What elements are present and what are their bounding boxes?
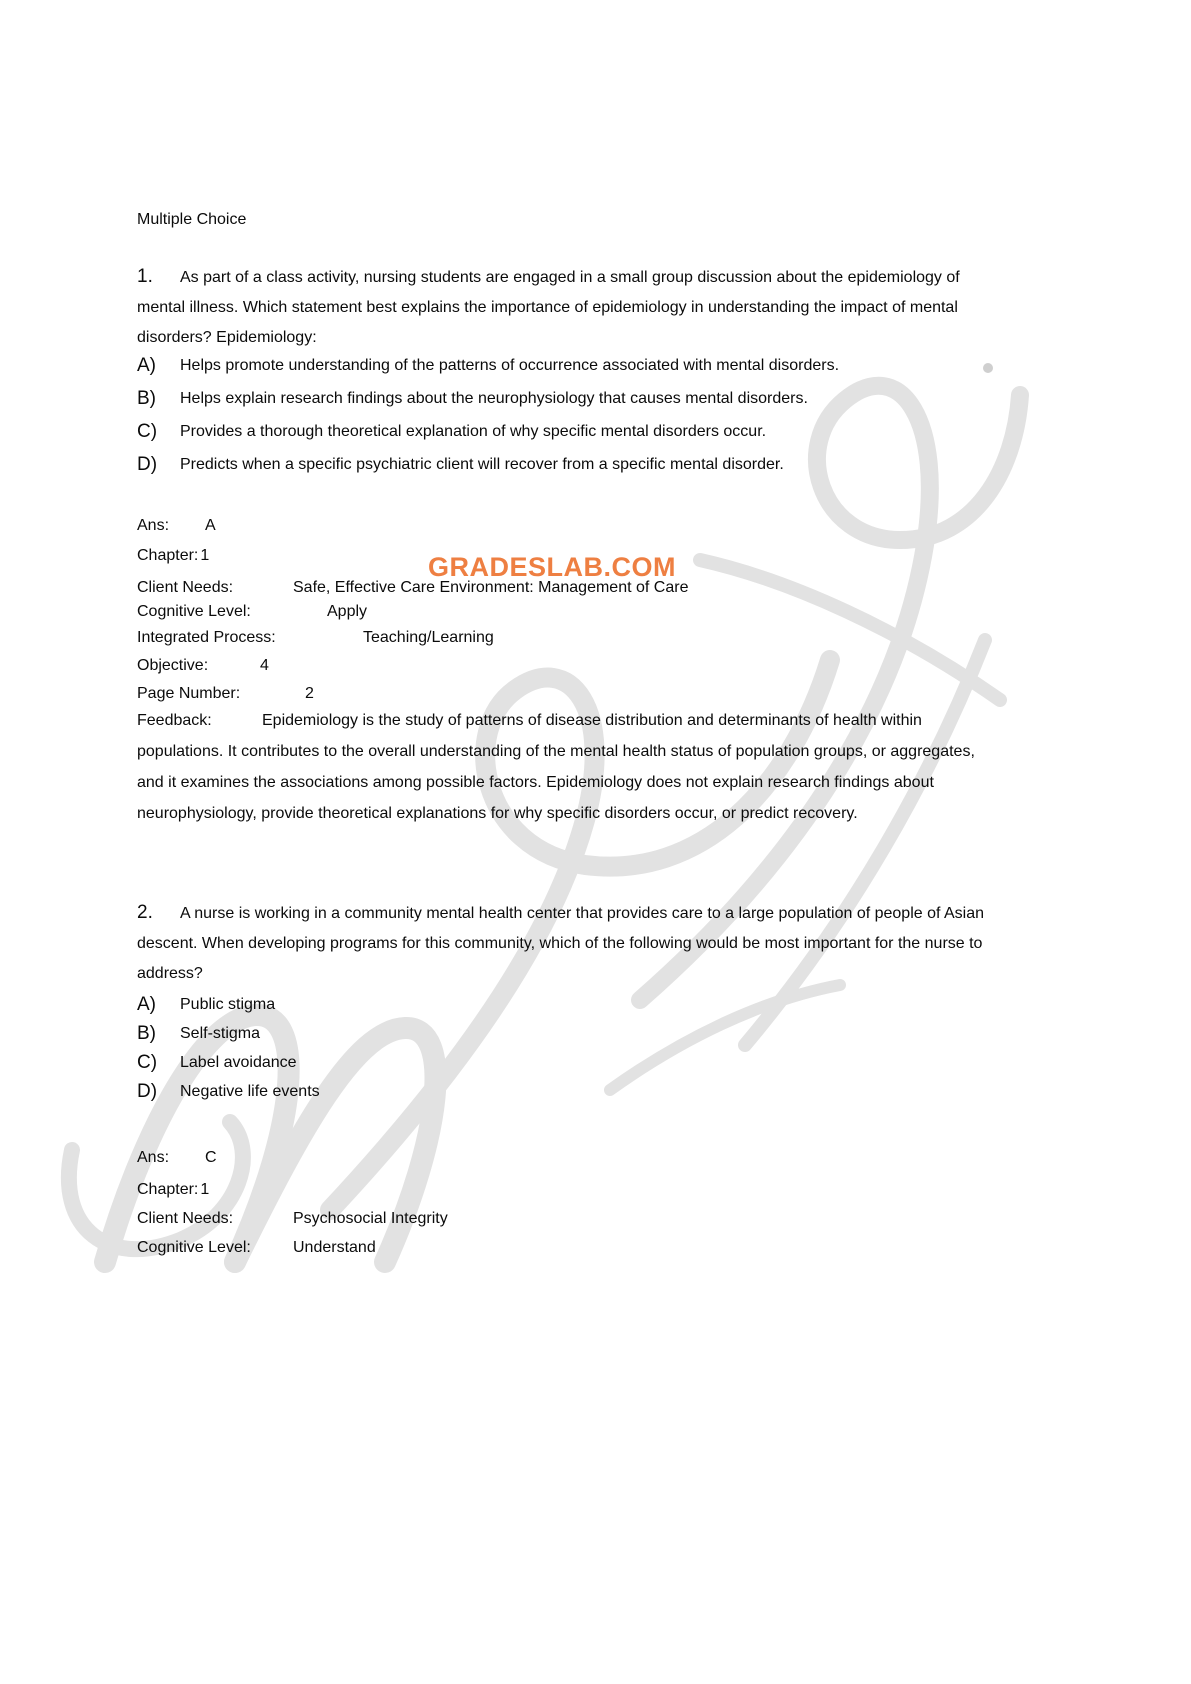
option-a-letter: A) <box>137 994 156 1015</box>
question-2-number: 2. <box>137 902 153 923</box>
integrated-process-row <box>137 623 997 653</box>
option-c <box>137 1048 997 1077</box>
client-needs-value: Safe, Effective Care Environment: Management of Care <box>293 579 689 596</box>
option-d <box>137 449 997 480</box>
objective-label: Objective: <box>137 657 209 674</box>
option-d-letter: D) <box>137 1081 158 1102</box>
chapter-value: 1 <box>200 1181 210 1198</box>
client-needs-value: Psychosocial Integrity <box>293 1210 448 1227</box>
integrated-process-value: Teaching/Learning <box>363 629 494 646</box>
option-d <box>137 1077 997 1106</box>
answer-row <box>137 1143 997 1173</box>
cognitive-level-label: Cognitive Level: <box>137 603 251 620</box>
objective-row <box>137 651 997 681</box>
chapter-label: Chapter: <box>137 1181 199 1198</box>
option-d-text: Predicts when a specific psychiatric client will recover from a specific mental disorder. <box>180 456 784 473</box>
feedback-label: Feedback: <box>137 712 212 729</box>
cognitive-level-row <box>137 1233 997 1263</box>
option-d-letter: D) <box>137 454 158 475</box>
question-1-number: 1. <box>137 266 153 287</box>
answer-value: C <box>205 1149 217 1166</box>
option-c-text: Provides a thorough theoretical explanation of why specific mental disorders occur. <box>180 423 767 440</box>
question-2-text: A nurse is working in a community mental health center that provides care to a large population of people of Asian descent. When developing programs for this community, which of the following would be most important for the nurse to address? <box>137 905 985 982</box>
client-needs-row <box>137 1204 997 1234</box>
option-c-letter: C) <box>137 1052 158 1073</box>
cognitive-level-value: Apply <box>327 603 368 620</box>
option-b-text: Helps explain research findings about the neurophysiology that causes mental disorders. <box>180 390 808 407</box>
client-needs-label: Client Needs: <box>137 1210 234 1227</box>
gradeslab-watermark: GRADESLAB.COM <box>428 552 676 582</box>
option-b-text: Self-stigma <box>180 1025 261 1042</box>
option-a <box>137 990 997 1019</box>
option-c-text: Label avoidance <box>180 1054 297 1071</box>
cognitive-level-value: Understand <box>293 1239 376 1256</box>
client-needs-label: Client Needs: <box>137 579 234 596</box>
page-number-label: Page Number: <box>137 685 241 702</box>
question-1-options <box>137 350 997 482</box>
chapter-row <box>137 1175 997 1205</box>
answer-label: Ans: <box>137 517 170 534</box>
option-c-letter: C) <box>137 421 158 442</box>
option-c <box>137 416 997 447</box>
option-a-text: Public stigma <box>180 996 276 1013</box>
integrated-process-label: Integrated Process: <box>137 629 276 646</box>
question-2-options <box>137 990 997 1106</box>
option-b <box>137 383 997 414</box>
option-a <box>137 350 997 381</box>
answer-row <box>137 511 997 541</box>
page-number-value: 2 <box>305 685 314 702</box>
question-2 <box>137 898 997 989</box>
option-b-letter: B) <box>137 388 156 409</box>
option-d-text: Negative life events <box>180 1083 320 1100</box>
answer-label: Ans: <box>137 1149 170 1166</box>
option-b-letter: B) <box>137 1023 156 1044</box>
chapter-label: Chapter: <box>137 547 199 564</box>
question-1 <box>137 262 997 353</box>
section-heading: Multiple Choice <box>137 211 247 228</box>
chapter-value: 1 <box>200 547 210 564</box>
question-1-text: As part of a class activity, nursing students are engaged in a small group discussion about the epidemiology of mental illness. Which statement best explains the importance of epidemiology in understanding the impact of mental disorders? Epidemiology: <box>137 269 960 346</box>
option-a-text: Helps promote understanding of the patterns of occurrence associated with mental disorders. <box>180 357 840 374</box>
option-a-letter: A) <box>137 355 156 376</box>
feedback-row <box>137 705 997 829</box>
option-b <box>137 1019 997 1048</box>
answer-value: A <box>205 517 216 534</box>
objective-value: 4 <box>260 657 269 674</box>
cognitive-level-label: Cognitive Level: <box>137 1239 251 1256</box>
feedback-text: Epidemiology is the study of patterns of disease distribution and determinants of health within populations. It contributes to the overall understanding of the mental health status of population groups, or aggregates, and it examines the associations among possible factors. Epidemiology does not explain research findings about neurophysiology, provide theoretical explanations for why specific disorders occur, or predict recovery. <box>137 712 975 822</box>
